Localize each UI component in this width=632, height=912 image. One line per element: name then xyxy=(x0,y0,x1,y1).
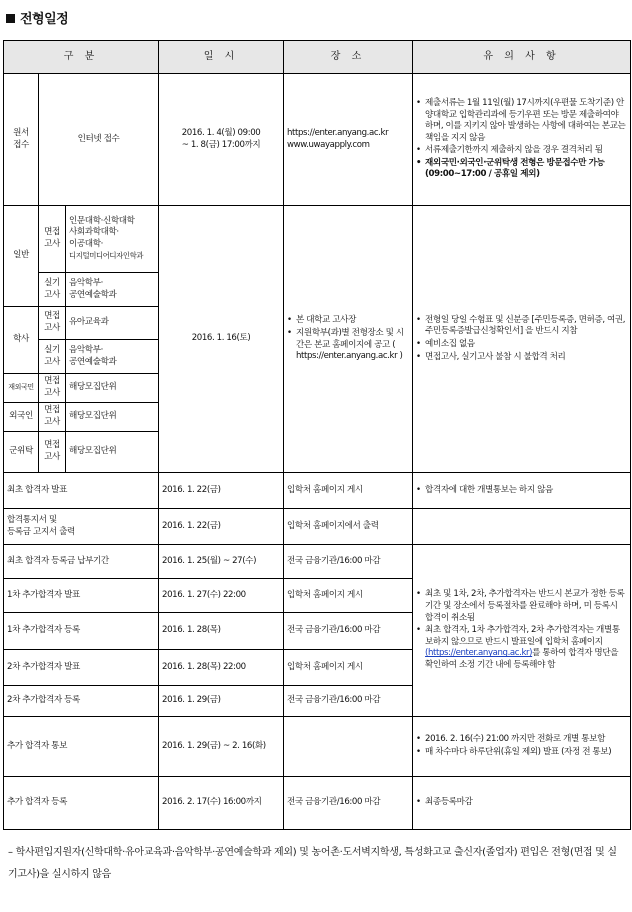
exam-type: 면접 고사 xyxy=(39,206,66,273)
list-item: • 최종등록마감 xyxy=(416,797,627,809)
row-label: 1차 추가합격자 발표 xyxy=(4,579,159,613)
row-date: 2016. 1. 22(금) xyxy=(159,473,284,509)
exam-target: 해당모집단위 xyxy=(66,432,159,473)
table-row xyxy=(4,206,631,273)
row-place: 입학처 홈페이지에서 출력 xyxy=(284,509,413,545)
row-place: 전국 금융기관/16:00 마감 xyxy=(284,613,413,650)
row-date: 2016. 1. 25(월) ~ 27(수) xyxy=(159,545,284,579)
row-label: 2차 추가합격자 등록 xyxy=(4,686,159,717)
list-item: • 본 대학교 고사장 xyxy=(287,315,409,327)
list-item: • 재외국민·외국인·군위탁생 전형은 방문접수만 가능(09:00~17:00 / 공휴일 제외) xyxy=(416,158,627,181)
table-row xyxy=(4,717,631,777)
list-item: • 전형일 당일 수험표 및 신분증 [주민등록증, 면허증, 여권, 주민등록증발급신청확인서] 을 반드시 지참 xyxy=(416,315,627,338)
header-datetime: 일 시 xyxy=(159,41,284,74)
row-label: 1차 추가합격자 등록 xyxy=(4,613,159,650)
header-place: 장 소 xyxy=(284,41,413,74)
section-title: 전형일정 xyxy=(6,8,68,27)
row-label: 추가 합격자 등록 xyxy=(4,777,159,830)
list-item: • 최초 및 1차, 2차, 추가합격자는 반드시 본교가 정한 등록기간 및 장소에서 등록절차를 완료해야 하며, 미 등록시 합격이 취소됨 xyxy=(416,589,627,624)
exam-type: 실기 고사 xyxy=(39,273,66,307)
application-place: https://enter.anyang.ac.kr www.uwayapply.com xyxy=(284,74,413,206)
exam-type: 면접 고사 xyxy=(39,432,66,473)
list-item: • 제출서류는 1월 11일(월) 17시까지(우편물 도착기준) 안양대학교 입학관리과에 등기우편 또는 방문 제출하여야 하며, 이를 지키지 않아 발생하는 사항에 대하여는 본교는 책임을 지지 않음 xyxy=(416,98,627,144)
exam-type: 실기 고사 xyxy=(39,340,66,374)
list-item: • 최초 합격자, 1차 추가합격자, 2차 추가합격자는 개별통보하지 않으므로 반드시 발표일에 입학처 홈페이지 (https://enter.anyang.ac.kr)를 통하여 합격자 명단을 확인하여 소정 기간 내에 등록해야 함 xyxy=(416,625,627,671)
row-note-empty xyxy=(413,509,631,545)
row-note xyxy=(413,473,631,509)
table-row xyxy=(4,545,631,579)
exam-date: 2016. 1. 16(토) xyxy=(159,206,284,473)
row-label: 2차 추가합격자 발표 xyxy=(4,650,159,686)
list-item: • 합격자에 대한 개별통보는 하지 않음 xyxy=(416,485,627,497)
exam-target: 음악학부· 공연예술학과 xyxy=(66,340,159,374)
exam-target: 음악학부· 공연예술학과 xyxy=(66,273,159,307)
exam-notes xyxy=(413,206,631,473)
transfer-label: 학사 xyxy=(4,307,39,374)
exam-target: 해당모집단위 xyxy=(66,403,159,432)
list-item: • 예비소집 없음 xyxy=(416,339,627,351)
schedule-table xyxy=(3,40,631,830)
exam-type: 면접 고사 xyxy=(39,403,66,432)
admission-homepage-link[interactable]: (https://enter.anyang.ac.kr) xyxy=(425,648,533,659)
application-method: 인터넷 접수 xyxy=(39,74,159,206)
row-date: 2016. 1. 22(금) xyxy=(159,509,284,545)
row-place: 전국 금융기관/16:00 마감 xyxy=(284,686,413,717)
exam-target: 인문대학·신학대학 사회과학대학· 이공대학· 디지털미디어디자인학과 xyxy=(66,206,159,273)
exam-type: 면접 고사 xyxy=(39,374,66,403)
row-label: 최초 합격자 등록금 납부기간 xyxy=(4,545,159,579)
square-bullet-icon xyxy=(6,14,15,23)
row-label: 합격통지서 및 등록금 고지서 출력 xyxy=(4,509,159,545)
row-date: 2016. 1. 28(목) 22:00 xyxy=(159,650,284,686)
table-row xyxy=(4,509,631,545)
row-place: 입학처 홈페이지 게시 xyxy=(284,579,413,613)
row-note xyxy=(413,777,631,830)
row-place: 전국 금융기관/16:00 마감 xyxy=(284,777,413,830)
header-category: 구 분 xyxy=(4,41,159,74)
list-item: • 매 차수마다 하루단위(휴일 제외) 발표 (자정 전 통보) xyxy=(416,747,627,759)
table-row xyxy=(4,777,631,830)
header-notes: 유 의 사 항 xyxy=(413,41,631,74)
application-date: 2016. 1. 4(월) 09:00 ~ 1. 8(금) 17:00까지 xyxy=(159,74,284,206)
row-label: 최초 합격자 발표 xyxy=(4,473,159,509)
exam-target: 해당모집단위 xyxy=(66,374,159,403)
row-place-empty xyxy=(284,717,413,777)
application-label: 원서 접수 xyxy=(4,74,39,206)
exam-place xyxy=(284,206,413,473)
row-label: 추가 합격자 통보 xyxy=(4,717,159,777)
exam-type: 면접 고사 xyxy=(39,307,66,340)
row-place: 전국 금융기관/16:00 마감 xyxy=(284,545,413,579)
row-place: 입학처 홈페이지 게시 xyxy=(284,650,413,686)
list-item: • 2016. 2. 16(수) 21:00 까지만 전화로 개별 통보함 xyxy=(416,734,627,746)
list-item: • 면접고사, 실기고사 불참 시 불합격 처리 xyxy=(416,352,627,364)
foreigner-label: 외국인 xyxy=(4,403,39,432)
general-label: 일반 xyxy=(4,206,39,307)
list-item: • 서류제출기한까지 제출하지 않을 경우 결격처리 됨 xyxy=(416,145,627,157)
row-place: 입학처 홈페이지 게시 xyxy=(284,473,413,509)
list-item: • 지원학부(과)별 전형장소 및 시간은 본교 홈페이지에 공고 ( https://enter.anyang.ac.kr ) xyxy=(287,328,409,363)
table-row xyxy=(4,74,631,206)
table-row xyxy=(4,473,631,509)
row-date: 2016. 1. 27(수) 22:00 xyxy=(159,579,284,613)
overseas-label: 재외국민 xyxy=(4,374,39,403)
military-label: 군위탁 xyxy=(4,432,39,473)
header-row xyxy=(4,41,631,74)
row-date: 2016. 1. 28(목) xyxy=(159,613,284,650)
row-notes xyxy=(413,717,631,777)
row-date: 2016. 2. 17(수) 16:00까지 xyxy=(159,777,284,830)
row-date: 2016. 1. 29(금) ~ 2. 16(화) xyxy=(159,717,284,777)
footnote: – 학사편입지원자(신학대학·유아교육과·음악학부·공연예술학과 제외) 및 농어촌·도서벽지학생, 특성화고교 출신자(졸업자) 편입은 전형(면접 및 실기고사)을 실시하지 않음 xyxy=(8,847,617,880)
application-notes xyxy=(413,74,631,206)
row-date: 2016. 1. 29(금) xyxy=(159,686,284,717)
registration-notes xyxy=(413,545,631,717)
exam-target: 유아교육과 xyxy=(66,307,159,340)
